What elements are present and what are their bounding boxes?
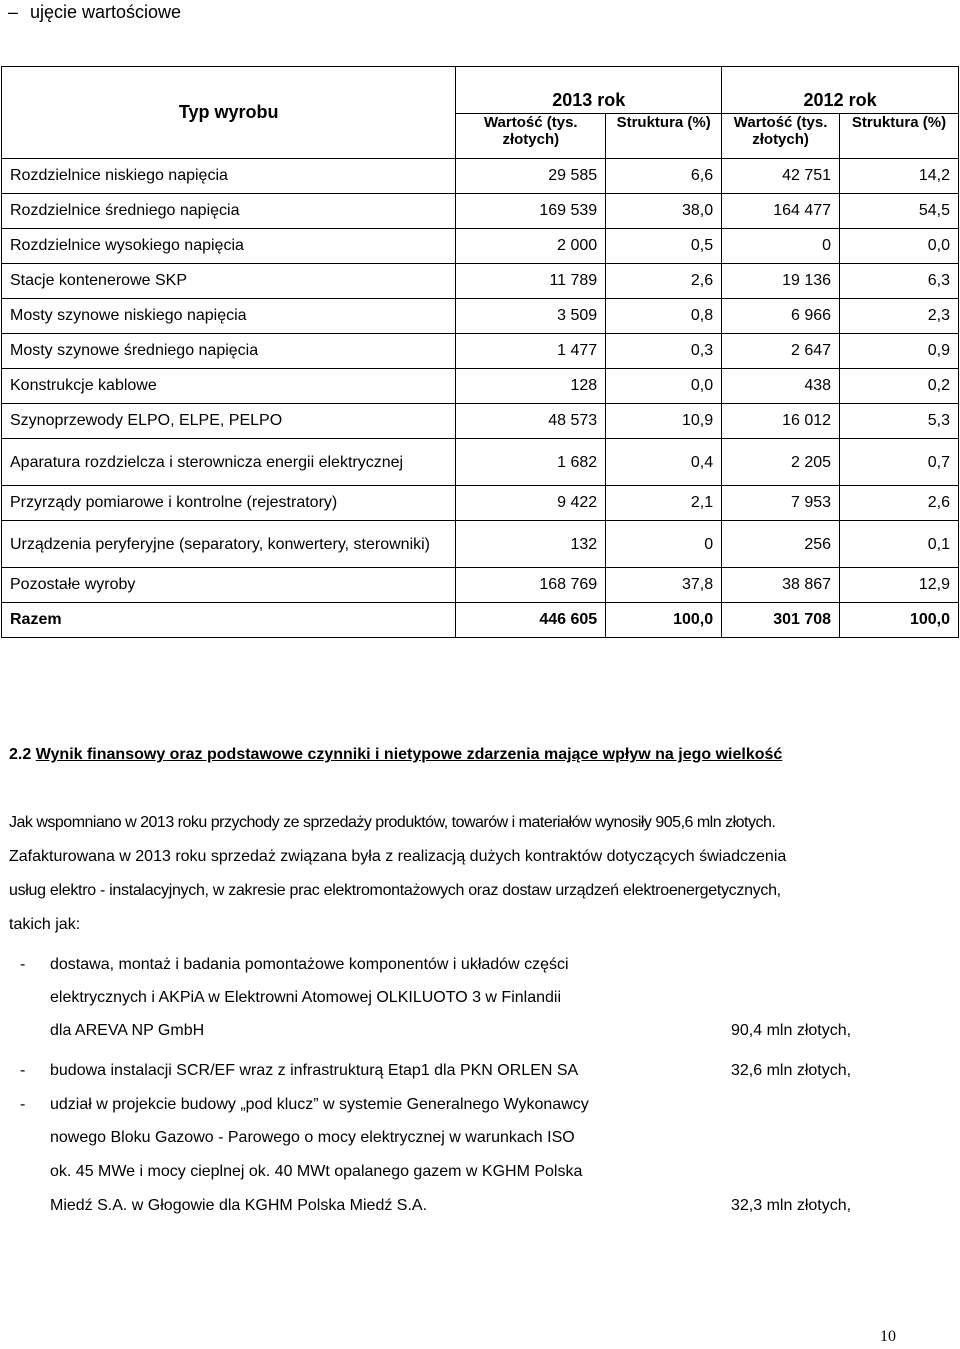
page-number: 10 (880, 1328, 896, 1345)
table-row (2, 159, 959, 194)
row-name: Rozdzielnice średniego napięcia (2, 194, 456, 229)
row-name: Przyrządy pomiarowe i kontrolne (rejestratory) (2, 486, 456, 521)
row-struct-2013: 37,8 (606, 568, 722, 603)
row-value-2012: 7 953 (722, 486, 840, 521)
header-struct-2012: Struktura (%) (840, 114, 959, 159)
table-row (2, 521, 959, 568)
row-name: Stacje kontenerowe SKP (2, 264, 456, 299)
paragraph-line: Zafakturowana w 2013 roku sprzedaż związana była z realizacją dużych kontraktów dotyczących świadczenia (9, 848, 787, 865)
table-total-row (2, 603, 959, 638)
row-struct-2012: 6,3 (840, 264, 959, 299)
list-item-amount: 32,3 mln złotych, (731, 1197, 852, 1214)
row-struct-2012: 0,1 (840, 521, 959, 568)
list-bullet: - (20, 1096, 26, 1113)
row-struct-2012: 2,3 (840, 299, 959, 334)
row-name: Rozdzielnice wysokiego napięcia (2, 229, 456, 264)
row-value-2013: 3 509 (456, 299, 606, 334)
row-struct-2012: 2,6 (840, 486, 959, 521)
section-number: 2.2 (9, 746, 32, 763)
row-name: Aparatura rozdzielcza i sterownicza energii elektrycznej (2, 439, 456, 486)
row-value-2012: 2 647 (722, 334, 840, 369)
table-row (2, 486, 959, 521)
table-row (2, 439, 959, 486)
row-struct-2013: 0,5 (606, 229, 722, 264)
row-struct-2013: 0,4 (606, 439, 722, 486)
row-value-2012: 256 (722, 521, 840, 568)
paragraph-line: Jak wspomniano w 2013 roku przychody ze sprzedaży produktów, towarów i materiałów wynosiły 905,6 mln złotych. (9, 814, 776, 831)
row-value-2012: 38 867 (722, 568, 840, 603)
total-value-2012: 301 708 (722, 603, 840, 638)
row-value-2013: 29 585 (456, 159, 606, 194)
top-bullet (8, 0, 181, 24)
list-bullet: - (20, 956, 26, 973)
total-name: Razem (2, 603, 456, 638)
row-value-2012: 0 (722, 229, 840, 264)
list-bullet: - (20, 1062, 26, 1079)
row-struct-2013: 10,9 (606, 404, 722, 439)
list-item-line: ok. 45 MWe i mocy cieplnej ok. 40 MWt opalanego gazem w KGHM Polska (50, 1163, 583, 1180)
paragraph-line: usług elektro - instalacyjnych, w zakresie prac elektromontażowych oraz dostaw urządzeń elektroenergetycznych, (9, 882, 781, 899)
row-value-2012: 16 012 (722, 404, 840, 439)
section-title: Wynik finansowy oraz podstawowe czynniki i nietypowe zdarzenia mające wpływ na jego wielkość (35, 746, 783, 763)
total-struct-2013: 100,0 (606, 603, 722, 638)
row-value-2013: 11 789 (456, 264, 606, 299)
row-value-2012: 2 205 (722, 439, 840, 486)
row-name: Konstrukcje kablowe (2, 369, 456, 404)
row-value-2013: 2 000 (456, 229, 606, 264)
row-struct-2012: 0,7 (840, 439, 959, 486)
row-struct-2012: 5,3 (840, 404, 959, 439)
row-value-2012: 438 (722, 369, 840, 404)
row-value-2013: 132 (456, 521, 606, 568)
row-value-2013: 128 (456, 369, 606, 404)
table-row (2, 369, 959, 404)
total-struct-2012: 100,0 (840, 603, 959, 638)
total-value-2013: 446 605 (456, 603, 606, 638)
row-struct-2013: 6,6 (606, 159, 722, 194)
row-name: Mosty szynowe średniego napięcia (2, 334, 456, 369)
row-value-2012: 42 751 (722, 159, 840, 194)
list-item-line: budowa instalacji SCR/EF wraz z infrastrukturą Etap1 dla PKN ORLEN SA (50, 1062, 579, 1079)
row-struct-2012: 54,5 (840, 194, 959, 229)
row-struct-2012: 0,9 (840, 334, 959, 369)
row-name: Szynoprzewody ELPO, ELPE, PELPO (2, 404, 456, 439)
table-row (2, 194, 959, 229)
header-value-2013: Wartość (tys. złotych) (456, 114, 606, 159)
header-year-2012: 2012 rok (722, 67, 959, 114)
row-struct-2012: 0,2 (840, 369, 959, 404)
row-value-2012: 19 136 (722, 264, 840, 299)
row-value-2012: 6 966 (722, 299, 840, 334)
table-row (2, 264, 959, 299)
row-struct-2012: 12,9 (840, 568, 959, 603)
product-structure-table (1, 66, 959, 638)
bullet-dash: – (8, 2, 19, 22)
list-item-line: dla AREVA NP GmbH (50, 1022, 205, 1039)
row-struct-2013: 0,8 (606, 299, 722, 334)
row-struct-2013: 0,0 (606, 369, 722, 404)
row-struct-2013: 0,3 (606, 334, 722, 369)
header-value-2012: Wartość (tys. złotych) (722, 114, 840, 159)
row-value-2013: 169 539 (456, 194, 606, 229)
row-name: Urządzenia peryferyjne (separatory, konwertery, sterowniki) (2, 521, 456, 568)
row-struct-2013: 38,0 (606, 194, 722, 229)
header-type: Typ wyrobu (2, 67, 456, 159)
list-item-line: nowego Bloku Gazowo - Parowego o mocy elektrycznej w warunkach ISO (50, 1129, 575, 1146)
table-header-row-years (2, 67, 959, 114)
list-item-amount: 90,4 mln złotych, (731, 1022, 852, 1039)
list-item-amount: 32,6 mln złotych, (731, 1062, 852, 1079)
row-struct-2013: 2,1 (606, 486, 722, 521)
list-item-line: elektrycznych i AKPiA w Elektrowni Atomowej OLKILUOTO 3 w Finlandii (50, 989, 562, 1006)
row-struct-2012: 0,0 (840, 229, 959, 264)
table-row (2, 299, 959, 334)
section-heading (9, 746, 782, 764)
table-row (2, 404, 959, 439)
row-struct-2013: 0 (606, 521, 722, 568)
header-year-2013: 2013 rok (456, 67, 722, 114)
row-name: Pozostałe wyroby (2, 568, 456, 603)
row-name: Rozdzielnice niskiego napięcia (2, 159, 456, 194)
row-value-2013: 9 422 (456, 486, 606, 521)
row-struct-2012: 14,2 (840, 159, 959, 194)
table-row (2, 568, 959, 603)
paragraph-line: takich jak: (9, 916, 81, 933)
row-value-2013: 1 682 (456, 439, 606, 486)
list-item-line: Miedź S.A. w Głogowie dla KGHM Polska Miedź S.A. (50, 1197, 428, 1214)
row-struct-2013: 2,6 (606, 264, 722, 299)
row-value-2013: 48 573 (456, 404, 606, 439)
row-value-2013: 168 769 (456, 568, 606, 603)
row-value-2012: 164 477 (722, 194, 840, 229)
list-item-line: dostawa, montaż i badania pomontażowe komponentów i układów części (50, 956, 569, 973)
bullet-text: ujęcie wartościowe (30, 2, 182, 22)
row-value-2013: 1 477 (456, 334, 606, 369)
list-item-line: udział w projekcie budowy „pod klucz” w systemie Generalnego Wykonawcy (50, 1096, 589, 1113)
table-row (2, 334, 959, 369)
header-struct-2013: Struktura (%) (606, 114, 722, 159)
table-row (2, 229, 959, 264)
row-name: Mosty szynowe niskiego napięcia (2, 299, 456, 334)
